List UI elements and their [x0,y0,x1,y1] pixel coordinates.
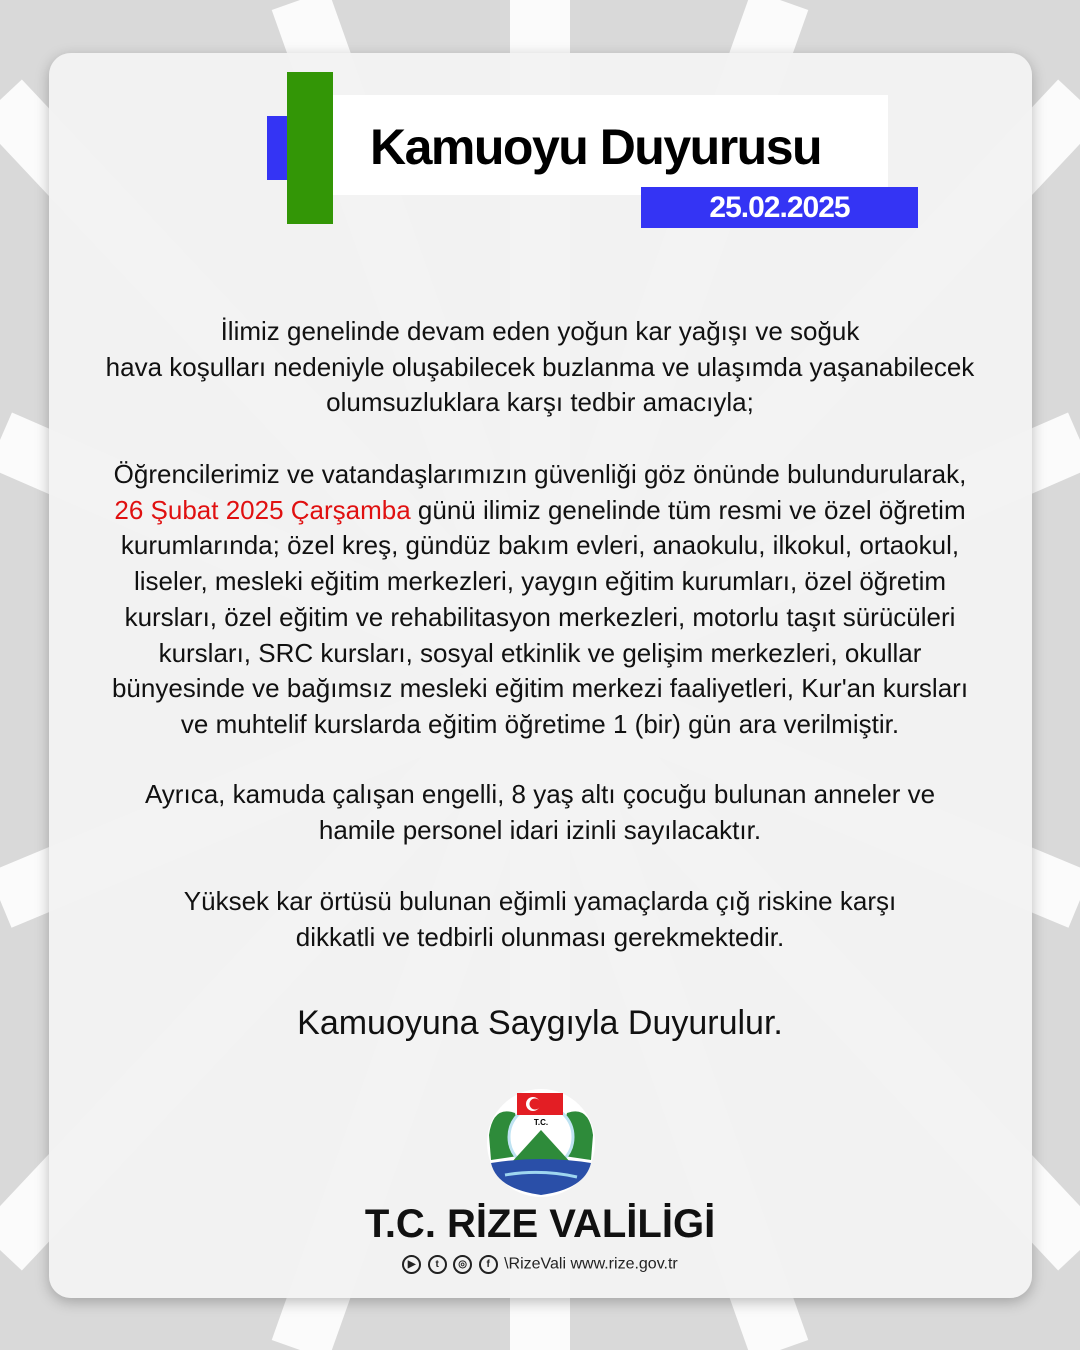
text-fragment: günü ilimiz genelinde tüm resmi ve özel öğretim [410,494,966,525]
text-line: hava koşulları nedeniyle oluşabilecek buzlanma ve ulaşımda yaşanabilecek [105,351,975,382]
green-accent-bar [287,72,333,224]
organization-name: T.C. RİZE VALİLİGİ [364,1202,716,1246]
facebook-icon[interactable]: f [479,1255,498,1274]
closing-text: Kamuoyuna Saygıyla Duyurulur. [297,1004,783,1042]
text-line: Yüksek kar örtüsü bulunan eğimli yamaçlarda çığ riskine karşı [183,886,897,916]
text-line: İlimiz genelinde devam eden yoğun kar yağışı ve soğuk [220,316,860,346]
text-line: liseler, mesleki eğitim merkezleri, yaygın eğitim kurumları, özel öğretim [133,566,947,597]
text-line: Ayrıca, kamuda çalışan engelli, 8 yaş altı çocuğu bulunan anneler ve [144,779,936,809]
text-line: kursları, SRC kursları, sosyal etkinlik ve gelişim merkezleri, okullar [158,637,922,668]
paragraph-4 [60,884,1020,955]
text-line: hamile personel idari izinli sayılacaktır. [318,814,762,845]
svg-text:T.C.: T.C. [533,1118,549,1127]
social-links [0,1255,1080,1274]
text-line: dikkatli ve tedbirli olunması gerekmektedir. [295,921,785,952]
text-line [60,493,1020,529]
text-line: ve muhtelif kurslarda eğitim öğretime 1 (bir) gün ara verilmiştir. [180,708,900,739]
social-handle: \RizeVali www.rize.gov.tr [504,1255,678,1273]
text-line: olumsuzluklara karşı tedbir amacıyla; [326,387,754,418]
twitter-icon[interactable]: t [428,1255,447,1274]
date-badge: 25.02.2025 [641,187,918,228]
page-title: Kamuoyu Duyurusu [370,119,822,175]
rize-valiligi-logo [485,1085,597,1197]
text-line: kursları, özel eğitim ve rehabilitasyon merkezleri, motorlu taşıt sürücüleri [124,601,956,632]
blue-accent-bar [267,116,287,180]
text-line: kurumlarında; özel kreş, gündüz bakım evleri, anaokulu, ilkokul, ortaokul, [120,530,960,561]
text-line: Öğrencilerimiz ve vatandaşlarımızın güvenliği göz önünde bulundurularak, [113,459,967,489]
text-line: bünyesinde ve bağımsız mesleki eğitim merkezi faaliyetleri, Kur'an kursları [111,673,969,704]
highlight-date: 26 Şubat 2025 Çarşamba [114,494,411,525]
youtube-icon[interactable]: ▶ [402,1255,421,1274]
paragraph-1 [60,314,1020,421]
paragraph-2 [60,457,1020,743]
instagram-icon[interactable]: ◎ [453,1255,472,1274]
paragraph-3 [60,777,1020,848]
